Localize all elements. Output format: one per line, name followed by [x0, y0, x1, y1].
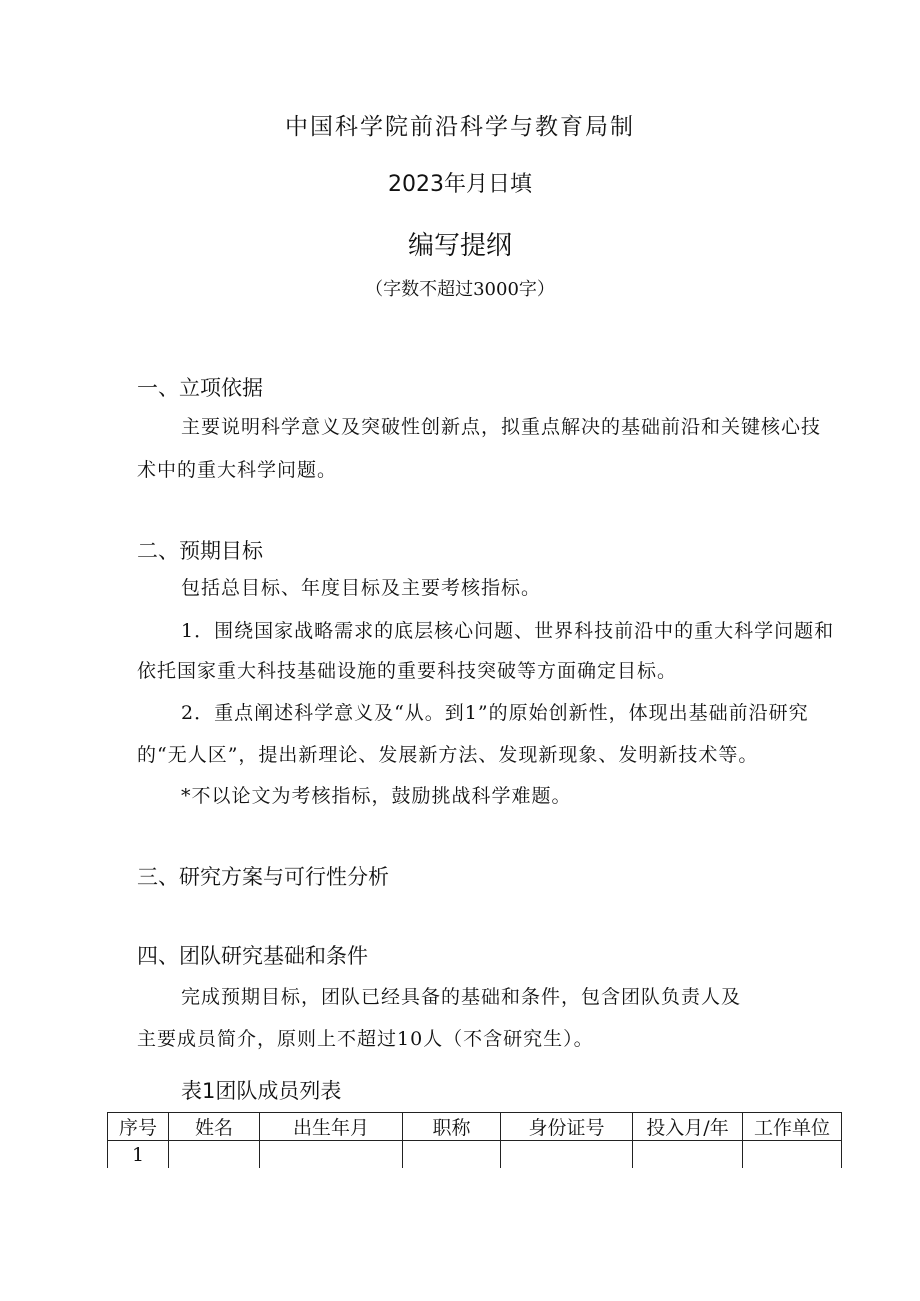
team-members-table [107, 1112, 842, 1168]
section-2-line-2: 1．围绕国家战略需求的底层核心问题、世界科技前沿中的重大科学问题和 [181, 620, 835, 642]
row-cell-workplace [743, 1141, 842, 1169]
section-4-line-1: 完成预期目标，团队已经具备的基础和条件，包含团队负责人及 [181, 986, 742, 1008]
section-2-line-1: 包括总目标、年度目标及主要考核指标。 [181, 577, 542, 599]
table-header-row [108, 1113, 842, 1141]
section-heading-4: 四、团队研究基础和条件 [137, 944, 368, 968]
table-row [108, 1141, 842, 1169]
table-caption: 表1团队成员列表 [181, 1079, 342, 1103]
header-cell-effort: 投入月/年 [633, 1113, 743, 1141]
row-cell-title [403, 1141, 501, 1169]
row-cell-index: 1 [108, 1141, 169, 1169]
section-4-line-2: 主要成员简介，原则上不超过10人（不含研究生）。 [137, 1028, 594, 1050]
section-heading-2: 二、预期目标 [137, 539, 263, 563]
section-heading-1: 一、立项依据 [137, 376, 263, 400]
section-2-line-4: 2．重点阐述科学意义及“从。到1”的原始创新性，体现出基础前沿研究 [181, 702, 809, 724]
section-2-line-5: 的“无人区”，提出新理论、发展新方法、发现新现象、发明新技术等。 [137, 744, 759, 766]
fill-date-line: 2023年月日填 [388, 172, 532, 197]
word-limit-note: （字数不超过3000字） [365, 279, 555, 300]
header-cell-index: 序号 [108, 1113, 169, 1141]
row-cell-name [169, 1141, 260, 1169]
section-2-line-3: 依托国家重大科技基础设施的重要科技突破等方面确定目标。 [137, 660, 678, 682]
header-cell-name: 姓名 [169, 1113, 260, 1141]
row-cell-effort [633, 1141, 743, 1169]
section-heading-3: 三、研究方案与可行性分析 [137, 865, 389, 889]
header-cell-workplace: 工作单位 [743, 1113, 842, 1141]
page-title: 编写提纲 [407, 231, 512, 261]
header-cell-id-number: 身份证号 [501, 1113, 633, 1141]
row-cell-id-number [501, 1141, 633, 1169]
section-1-line-2: 术中的重大科学问题。 [137, 459, 338, 481]
header-cell-birth: 出生年月 [260, 1113, 403, 1141]
issuing-organization: 中国科学院前沿科学与教育局制 [285, 114, 635, 140]
section-1-line-1: 主要说明科学意义及突破性创新点，拟重点解决的基础前沿和关键核心技 [181, 416, 822, 438]
row-cell-birth [260, 1141, 403, 1169]
section-2-line-6: *不以论文为考核指标，鼓励挑战科学难题。 [181, 785, 572, 807]
header-cell-title: 职称 [403, 1113, 501, 1141]
